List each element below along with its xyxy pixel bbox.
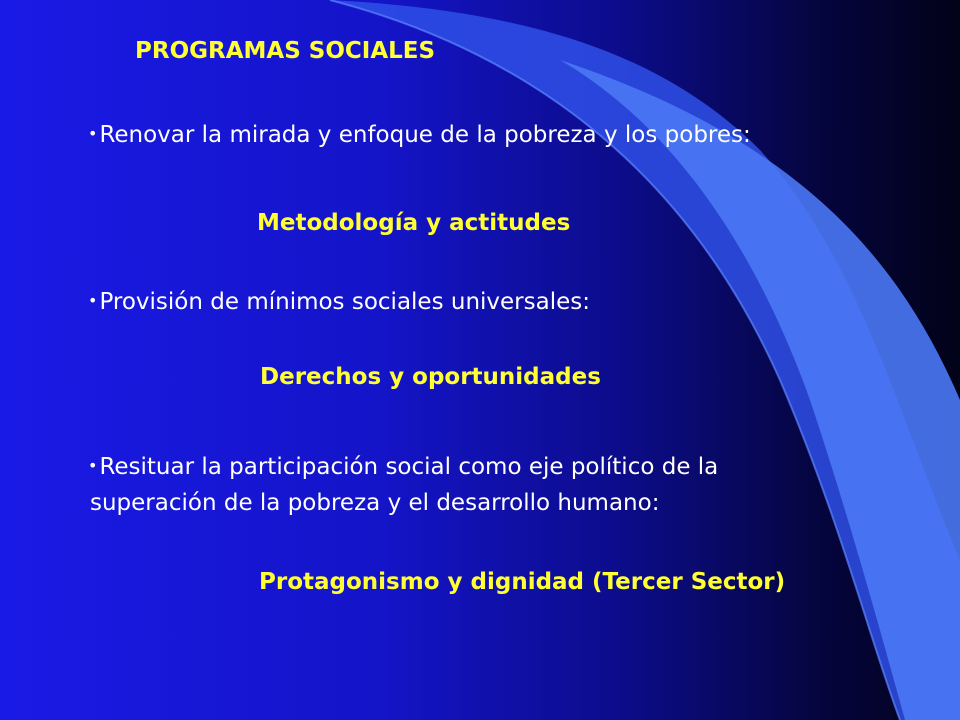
bullet-text: Resituar la participación social como eje político de la: [99, 454, 719, 480]
highlight-metodologia: Metodología y actitudes: [257, 210, 571, 236]
bullet-line-2: superación de la pobreza y el desarrollo humano:: [90, 490, 660, 516]
bullet-item-provision: [88, 283, 590, 320]
bullet-dot-icon: •: [88, 456, 98, 475]
highlight-derechos: Derechos y oportunidades: [260, 364, 601, 390]
bullet-text: Renovar la mirada y enfoque de la pobreza y los pobres:: [99, 122, 751, 148]
bullet-dot-icon: •: [88, 124, 98, 143]
bullet-text: Provisión de mínimos sociales universales:: [99, 289, 590, 315]
bullet-item-renovar: [88, 116, 751, 153]
bullet-line-1: [88, 448, 718, 485]
bullet-item-resituar: [88, 448, 718, 521]
slide-title: PROGRAMAS SOCIALES: [135, 38, 436, 64]
highlight-protagonismo: Protagonismo y dignidad (Tercer Sector): [259, 569, 786, 595]
wave-shape-inner: [560, 60, 960, 720]
bullet-dot-icon: •: [88, 291, 98, 310]
